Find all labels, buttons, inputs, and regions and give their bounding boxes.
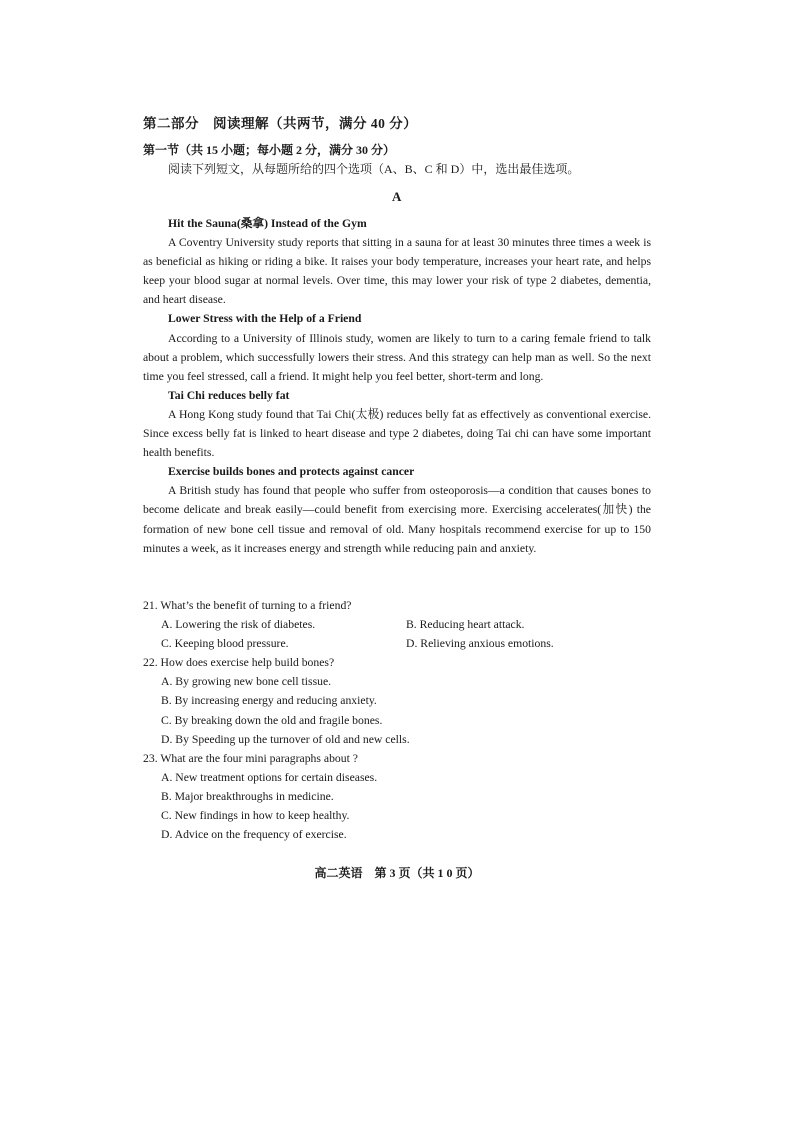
passage-label: A: [392, 189, 402, 204]
option-a: A. Lowering the risk of diabetes.: [161, 618, 316, 632]
option-b: B. By increasing energy and reducing anxiety.: [161, 694, 377, 708]
question-list: [143, 596, 651, 844]
block-heading: Hit the Sauna(桑拿) Instead of the Gym: [168, 217, 367, 230]
option-c: C. By breaking down the old and fragile bones.: [161, 713, 383, 727]
block-paragraph: According to a University of Illinois study, women are likely to turn to a caring female friend to talk about a problem, which successfully lowers their stress. And this strategy can help man as well. So the next time you feel stressed, call a friend. It might help you feel better, short-term and long.: [143, 331, 651, 383]
question-stem: 22. How does exercise help build bones?: [143, 656, 335, 670]
block-paragraph: A British study has found that people who suffer from osteoporosis—a condition that causes bones to become delicate and break easily—could benefit from exercising more. Exercising accelerates(加快) the formation of new bone cell tissue and removal of old. Many hospitals recommend exercise for up to 150 minutes a week, as it increases energy and strength while reducing pain and anxiety.: [143, 484, 651, 555]
question-stem: 21. What’s the benefit of turning to a friend?: [143, 599, 352, 612]
option-row: [143, 634, 651, 653]
option-c: C. Keeping blood pressure.: [161, 637, 289, 651]
passage-body: [143, 214, 651, 558]
instruction-text: 阅读下列短文，从每题所给的四个选项（A、B、C 和 D）中，选出最佳选项。: [168, 162, 580, 176]
option-a: A. By growing new bone cell tissue.: [161, 675, 332, 689]
block-paragraph: A Hong Kong study found that Tai Chi(太极) reduces belly fat as effectively as conventional exercise. Since excess belly fat is linked to heart disease and type 2 diabetes, doing Tai chi can have some important health benefits.: [143, 407, 651, 460]
option-d: D. Relieving anxious emotions.: [406, 637, 554, 651]
option-b: B. Reducing heart attack.: [406, 618, 525, 632]
page-footer: 高二英语 第 3 页（共 1 0 页）: [314, 866, 480, 880]
block-heading: Exercise builds bones and protects against cancer: [168, 465, 415, 479]
option-d: D. By Speeding up the turnover of old and new cells.: [161, 732, 410, 746]
block-paragraph: A Coventry University study reports that sitting in a sauna for at least 30 minutes three times a week is as beneficial as hiking or riding a bike. It raises your body temperature, increases your heart rate, and helps keep your blood sugar at normal levels. Over time, this may lower your risk of type 2 diabetes, dementia, and heart disease.: [143, 236, 651, 307]
option-row: [143, 615, 651, 634]
block-heading: Tai Chi reduces belly fat: [168, 388, 290, 402]
option-d: D. Advice on the frequency of exercise.: [161, 828, 347, 842]
section-subtitle: 第一节（共 15 小题；每小题 2 分，满分 30 分）: [143, 143, 396, 157]
question-stem: 23. What are the four mini paragraphs about ?: [143, 751, 358, 765]
section-title: 第二部分 阅读理解（共两节，满分 40 分）: [143, 116, 418, 131]
option-b: B. Major breakthroughs in medicine.: [161, 789, 334, 803]
block-heading: Lower Stress with the Help of a Friend: [168, 312, 362, 326]
option-a: A. New treatment options for certain diseases.: [161, 770, 378, 784]
option-c: C. New findings in how to keep healthy.: [161, 809, 350, 823]
